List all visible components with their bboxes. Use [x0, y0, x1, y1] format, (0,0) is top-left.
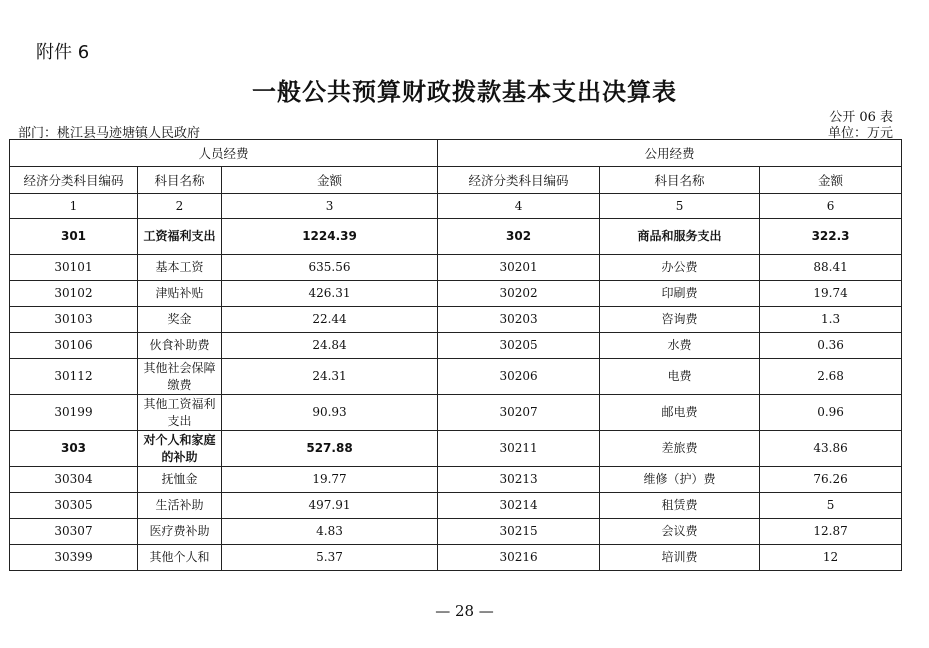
- cell-amount: 0.96: [760, 395, 902, 431]
- group-header-personnel: 人员经费: [10, 140, 438, 167]
- cell-code: 30112: [10, 359, 138, 395]
- unit-label: 单位：万元: [827, 126, 893, 141]
- cell-amount: 19.74: [760, 281, 902, 307]
- cell-name: 会议费: [600, 519, 760, 545]
- cell-name: 维修（护）费: [600, 467, 760, 493]
- cell-name: 其他社会保障缴费: [138, 359, 222, 395]
- cell-name: 水费: [600, 333, 760, 359]
- cell-amount: 43.86: [760, 431, 902, 467]
- column-number: 5: [600, 194, 760, 219]
- table-row: [10, 545, 902, 571]
- table-row: [10, 467, 902, 493]
- cell-code: 30101: [10, 255, 138, 281]
- cell-code: 30207: [438, 395, 600, 431]
- cell-code: 30102: [10, 281, 138, 307]
- cell-code: 302: [438, 219, 600, 255]
- table-row: [10, 281, 902, 307]
- cell-code: 30213: [438, 467, 600, 493]
- cell-amount: 5: [760, 493, 902, 519]
- column-number: 1: [10, 194, 138, 219]
- cell-name: 邮电费: [600, 395, 760, 431]
- cell-name: 工资福利支出: [138, 219, 222, 255]
- table-row: [10, 219, 902, 255]
- cell-amount: 497.91: [222, 493, 438, 519]
- column-header: 经济分类科目编码: [438, 167, 600, 194]
- group-header-public: 公用经费: [438, 140, 902, 167]
- cell-code: 30211: [438, 431, 600, 467]
- form-number: 公开 06 表: [829, 110, 893, 125]
- department-label: 部门：桃江县马迹塘镇人民政府: [18, 126, 201, 141]
- cell-name: 商品和服务支出: [600, 219, 760, 255]
- cell-code: 30307: [10, 519, 138, 545]
- cell-name: 差旅费: [600, 431, 760, 467]
- cell-amount: 4.83: [222, 519, 438, 545]
- cell-amount: 635.56: [222, 255, 438, 281]
- cell-amount: 5.37: [222, 545, 438, 571]
- column-number: 3: [222, 194, 438, 219]
- table-row: [10, 307, 902, 333]
- cell-name: 基本工资: [138, 255, 222, 281]
- group-header-row: [10, 140, 902, 167]
- column-number: 2: [138, 194, 222, 219]
- cell-amount: 12.87: [760, 519, 902, 545]
- cell-code: 30201: [438, 255, 600, 281]
- cell-code: 30199: [10, 395, 138, 431]
- cell-amount: 0.36: [760, 333, 902, 359]
- cell-name: 生活补助: [138, 493, 222, 519]
- column-number-row: [10, 194, 902, 219]
- cell-code: 30206: [438, 359, 600, 395]
- table-row: [10, 493, 902, 519]
- cell-name: 办公费: [600, 255, 760, 281]
- cell-amount: 24.31: [222, 359, 438, 395]
- cell-code: 30305: [10, 493, 138, 519]
- column-header-row: [10, 167, 902, 194]
- cell-amount: 1224.39: [222, 219, 438, 255]
- column-number: 4: [438, 194, 600, 219]
- column-header: 金额: [222, 167, 438, 194]
- cell-amount: 22.44: [222, 307, 438, 333]
- attachment-label: 附件 6: [36, 42, 90, 63]
- column-header: 金额: [760, 167, 902, 194]
- cell-code: 30205: [438, 333, 600, 359]
- cell-amount: 24.84: [222, 333, 438, 359]
- cell-name: 医疗费补助: [138, 519, 222, 545]
- cell-code: 30106: [10, 333, 138, 359]
- cell-name: 津贴补贴: [138, 281, 222, 307]
- cell-code: 30216: [438, 545, 600, 571]
- cell-name: 培训费: [600, 545, 760, 571]
- table-row: [10, 333, 902, 359]
- cell-code: 301: [10, 219, 138, 255]
- cell-name: 伙食补助费: [138, 333, 222, 359]
- cell-code: 30103: [10, 307, 138, 333]
- cell-code: 303: [10, 431, 138, 467]
- cell-amount: 19.77: [222, 467, 438, 493]
- cell-amount: 1.3: [760, 307, 902, 333]
- page-title: 一般公共预算财政拨款基本支出决算表: [252, 77, 677, 106]
- table-row: [10, 359, 902, 395]
- cell-code: 30214: [438, 493, 600, 519]
- cell-name: 其他工资福利支出: [138, 395, 222, 431]
- cell-name: 电费: [600, 359, 760, 395]
- column-header: 科目名称: [138, 167, 222, 194]
- cell-code: 30399: [10, 545, 138, 571]
- cell-amount: 322.3: [760, 219, 902, 255]
- cell-amount: 426.31: [222, 281, 438, 307]
- cell-amount: 76.26: [760, 467, 902, 493]
- expenditure-table: [9, 139, 902, 571]
- cell-name: 对个人和家庭的补助: [138, 431, 222, 467]
- cell-name: 奖金: [138, 307, 222, 333]
- table-row: [10, 431, 902, 467]
- cell-name: 抚恤金: [138, 467, 222, 493]
- cell-code: 30215: [438, 519, 600, 545]
- cell-name: 咨询费: [600, 307, 760, 333]
- cell-name: 其他个人和: [138, 545, 222, 571]
- cell-amount: 90.93: [222, 395, 438, 431]
- cell-amount: 527.88: [222, 431, 438, 467]
- column-header: 科目名称: [600, 167, 760, 194]
- cell-amount: 88.41: [760, 255, 902, 281]
- table-row: [10, 519, 902, 545]
- table-row: [10, 395, 902, 431]
- cell-amount: 12: [760, 545, 902, 571]
- column-number: 6: [760, 194, 902, 219]
- cell-code: 30203: [438, 307, 600, 333]
- cell-code: 30304: [10, 467, 138, 493]
- cell-code: 30202: [438, 281, 600, 307]
- cell-amount: 2.68: [760, 359, 902, 395]
- table-row: [10, 255, 902, 281]
- cell-name: 租赁费: [600, 493, 760, 519]
- cell-name: 印刷费: [600, 281, 760, 307]
- page-number: — 28 —: [435, 602, 494, 620]
- column-header: 经济分类科目编码: [10, 167, 138, 194]
